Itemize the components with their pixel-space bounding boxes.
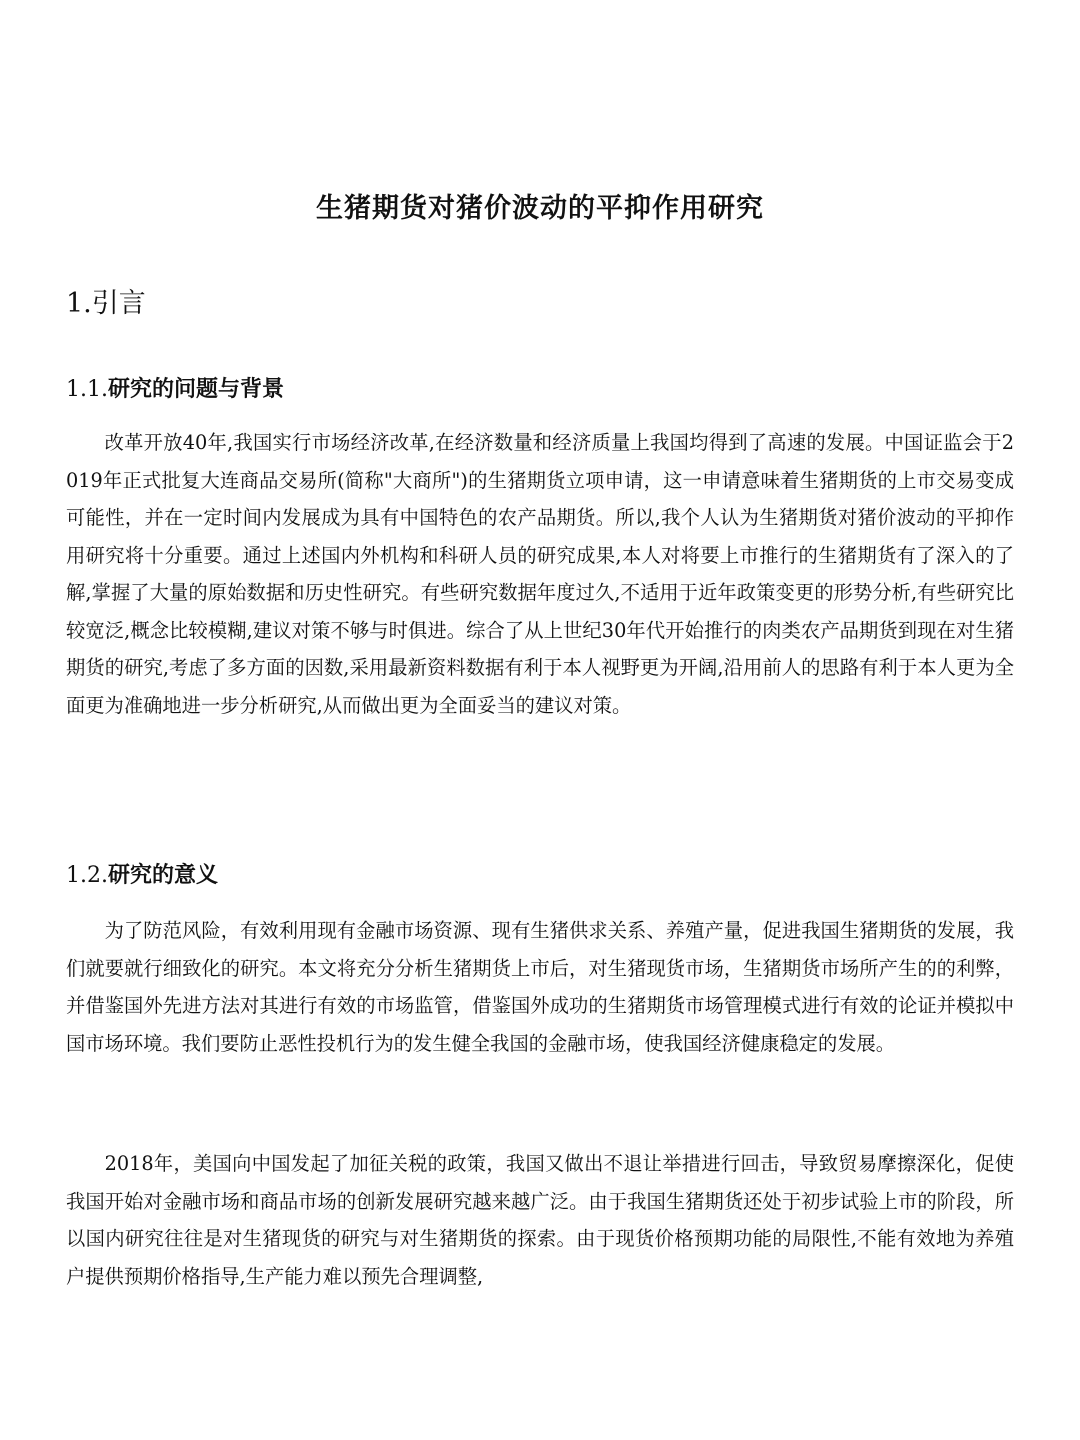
paragraph-significance-2: 2018年，美国向中国发起了加征关税的政策，我国又做出不退让举措进行回击，导致贸易摩擦深化，促使我国开始对金融市场和商品市场的创新发展研究越来越广泛。由于我国生猪期货还处于初步试验上市的阶段，所以国内研究往往是对生猪现货的研究与对生猪期货的探索。由于现货价格预期功能的局限性,不能有效地为养殖户提供预期价格指导,生产能力难以预先合理调整,	[66, 1152, 1014, 1288]
subsection-title: 研究的意义	[107, 862, 218, 888]
subsection-title: 研究的问题与背景	[107, 376, 284, 402]
document-page	[66, 0, 1014, 1440]
subsection-heading-background	[66, 372, 284, 403]
document-title: 生猪期货对猪价波动的平抑作用研究	[316, 193, 764, 224]
paragraph-background: 改革开放40年,我国实行市场经济改革,在经济数量和经济质量上我国均得到了高速的发展。中国证监会于2019年正式批复大连商品交易所(简称"大商所")的生猪期货立项申请，这一申请意味着生猪期货的上市交易变成可能性，并在一定时间内发展成为具有中国特色的农产品期货。所以,我个人认为生猪期货对猪价波动的平抑作用研究将十分重要。通过上述国内外机构和科研人员的研究成果,本人对将要上市推行的生猪期货有了深入的了解,掌握了大量的原始数据和历史性研究。有些研究数据年度过久,不适用于近年政策变更的形势分析,有些研究比较宽泛,概念比较模糊,建议对策不够与时俱进。综合了从上世纪30年代开始推行的肉类农产品期货到现在对生猪期货的研究,考虑了多方面的因数,采用最新资料数据有利于本人视野更为开阔,沿用前人的思路有利于本人更为全面更为准确地进一步分析研究,从而做出更为全面妥当的建议对策。	[66, 431, 1014, 717]
subsection-number: 1.2.	[66, 863, 108, 888]
subsection-heading-significance	[66, 858, 218, 889]
subsection-number: 1.1.	[66, 377, 108, 402]
paragraph-significance-1: 为了防范风险，有效利用现有金融市场资源、现有生猪供求关系、养殖产量，促进我国生猪期货的发展，我们就要就行细致化的研究。本文将充分分析生猪期货上市后，对生猪现货市场，生猪期货市场所产生的的利弊，并借鉴国外先进方法对其进行有效的市场监管，借鉴国外成功的生猪期货市场管理模式进行有效的论证并模拟中国市场环境。我们要防止恶性投机行为的发生健全我国的金融市场，使我国经济健康稳定的发展。	[66, 919, 1014, 1055]
section-heading-introduction: 1.引言	[66, 288, 146, 319]
